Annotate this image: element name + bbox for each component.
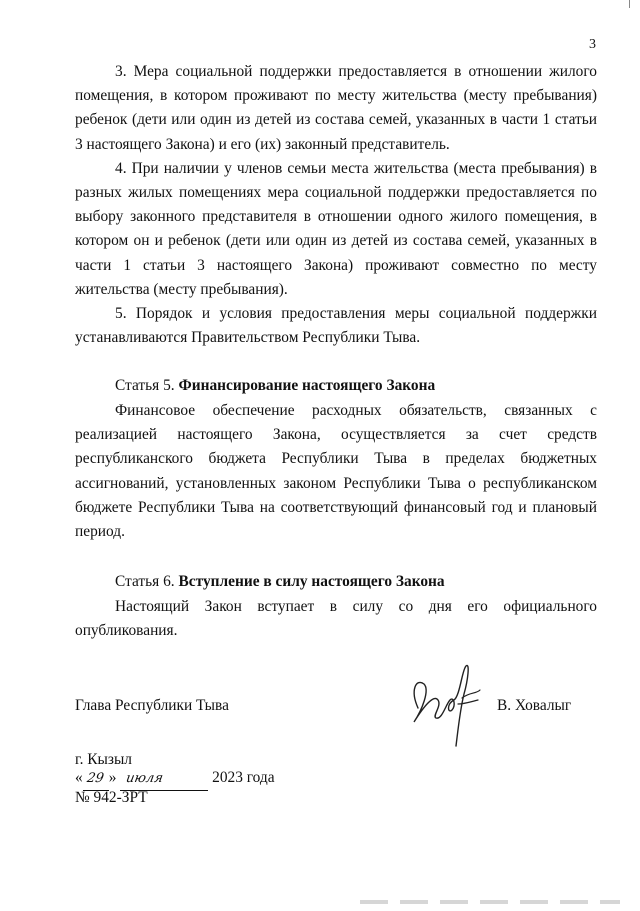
- corner-mark: [629, 0, 634, 8]
- handwritten-signature: [400, 660, 500, 750]
- article-5-heading: [115, 374, 435, 398]
- date-open-quote: «: [75, 769, 83, 786]
- date-month: июля: [125, 771, 165, 786]
- date-year: 2023 года: [212, 769, 275, 786]
- article-6-title: Вступление в силу настоящего Закона: [178, 573, 445, 590]
- date-close-quote: »: [108, 769, 117, 786]
- place-of-signing: г. Кызыл: [75, 751, 132, 768]
- article-5-prefix: Статья 5.: [115, 377, 179, 394]
- page-number: 3: [589, 37, 596, 52]
- paragraph-4: 4. При наличии у членов семьи места жительства (места пребывания) в разных жилых помещениях мера социальной поддержки предоставляется по выбору законного представителя в отношении одного жилого помещения, в котором он и ребенок (дети или один из детей из состава семей, указанных в части 1 статьи 3 настоящего Закона) проживают совместно по месту жительства (месту пребывания).: [75, 159, 597, 298]
- law-number: № 942-ЗРТ: [75, 789, 148, 806]
- signatory-position: Глава Республики Тыва: [75, 697, 229, 714]
- footer-scan-marks: [360, 900, 620, 904]
- section-paragraphs: [75, 60, 597, 350]
- article-5-text: Финансовое обеспечение расходных обязательств, связанных с реализацией настоящего Закона, осуществляется за счет средств республиканского бюджета Республики Тыва в пределах бюджетных ассигнований, установленных законом Республики Тыва о республиканском бюджете Республики Тыва на соответствующий финансовый год и плановый период.: [75, 402, 597, 541]
- paragraph-3: 3. Мера социальной поддержки предоставляется в отношении жилого помещения, в котором проживают по месту жительства (месту пребывания) ребенок (дети или один из детей из состава семей, указанных в части 1 статьи 3 настоящего Закона) и его (их) законный представитель.: [75, 63, 597, 153]
- paragraph-5: 5. Порядок и условия предоставления меры социальной поддержки устанавливаются Правительством Республики Тыва.: [75, 305, 597, 347]
- article-6-heading: [115, 570, 445, 594]
- article-5-title: Финансирование настоящего Закона: [178, 377, 436, 394]
- article-6-text: Настоящий Закон вступает в силу со дня его официального опубликования.: [75, 598, 597, 640]
- article-6-prefix: Статья 6.: [115, 573, 179, 590]
- signatory-name: В. Ховалыг: [497, 697, 572, 714]
- article-6-body: [75, 595, 597, 643]
- date-day: 29: [86, 771, 106, 786]
- article-5-body: [75, 399, 597, 544]
